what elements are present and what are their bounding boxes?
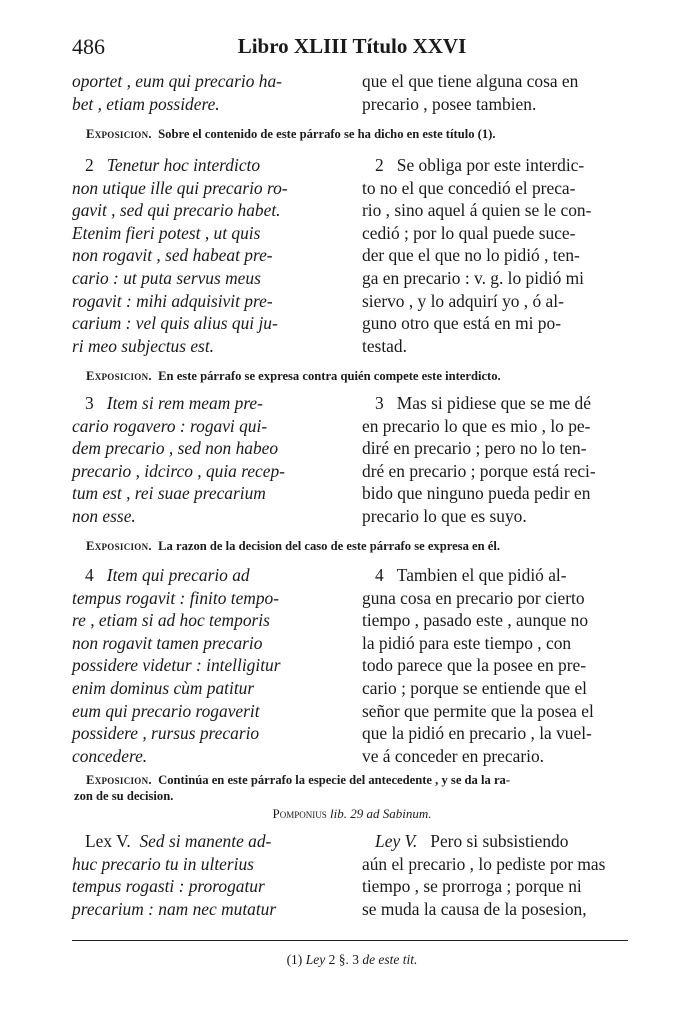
spanish-text: que el que tiene alguna cosa en precario , posee tambien. bbox=[362, 71, 579, 114]
footnote-rule bbox=[72, 940, 628, 941]
page-header bbox=[72, 34, 632, 66]
latin-text: Lex V. Sed si manente ad- huc precario tu in ulterius tempus rogasti : prorogatur precarium : nam nec mutatur bbox=[72, 831, 277, 919]
spanish-text: 3 Mas si pidiese que se me dé en precario lo que es mio , lo pe- diré en precario ; pero no lo ten- dré en precario ; porque está reci- bido que ninguno pueda pedir en precario lo que es suyo. bbox=[362, 393, 596, 526]
exposicion-note: Exposicion. Sobre el contenido de este párrafo se ha dicho en este título (1). bbox=[86, 127, 496, 141]
latin-text: 4 Item qui precario ad tempus rogavit : finito tempo- re , etiam si ad hoc temporis non rogavit tamen precario possidere videtur : intelligitur enim dominus cùm patitur eum qui precario rogaverit possidere , rursus precario concedere. bbox=[72, 565, 281, 766]
latin-text: 2 Tenetur hoc interdicto non utique ille qui precario ro- gavit , sed qui precario habet. Etenim fieri potest , ut quis non rogavit , sed habeat pre- cario : ut puta servus meus rogavit : mihi adquisivit pre- carium : vel quis alius qui ju- ri meo subjectus est. bbox=[72, 155, 288, 356]
footnote: (1) Ley 2 §. 3 de este tit. bbox=[286, 952, 418, 967]
page-number: 486 bbox=[72, 34, 105, 59]
exposicion-note: Exposicion. En este párrafo se expresa contra quién compete este interdicto. bbox=[86, 369, 501, 383]
spanish-text: Ley V. Pero si subsistiendo aún el precario , lo pediste por mas tiempo , se prorroga ; porque ni se muda la causa de la posesion, bbox=[362, 831, 606, 919]
latin-text: 3 Item si rem meam pre- cario rogavero : rogavi qui- dem precario , sed non habeo precario , idcirco , quia recep- tum est , rei suae precarium non esse. bbox=[72, 393, 285, 526]
spanish-text: 4 Tambien el que pidió al- guna cosa en precario por cierto tiempo , pasado este , aunque no la pidió para este tiempo , con todo parece que la posee en pre- cario ; porque se entiende que el señor que permite que la posea el que la pidió en precario , la vuel- ve á conceder en precario. bbox=[362, 565, 594, 766]
running-head: Libro XLIII Título XXVI bbox=[237, 34, 467, 58]
exposicion-note: Exposicion. La razon de la decision del caso de este párrafo se expresa en él. bbox=[86, 539, 501, 553]
spanish-text: 2 Se obliga por este interdic- to no el que concedió el preca- rio , sino aquel á quien se le con- cedió ; por lo qual puede suce- der que el que no lo pidió , ten- ga en precario : v. g. lo pidió mi siervo , y lo adquirí yo , ó al- guno otro que está en mi po- testad. bbox=[362, 155, 592, 356]
latin-text: oportet , eum qui precario ha- bet , etiam possidere. bbox=[72, 71, 282, 114]
source-citation: Pomponius lib. 29 ad Sabinum. bbox=[272, 806, 432, 821]
exposicion-note: Exposicion. Continúa en este párrafo la especie del antecedente , y se da la ra- zon de su decision. bbox=[74, 773, 511, 803]
